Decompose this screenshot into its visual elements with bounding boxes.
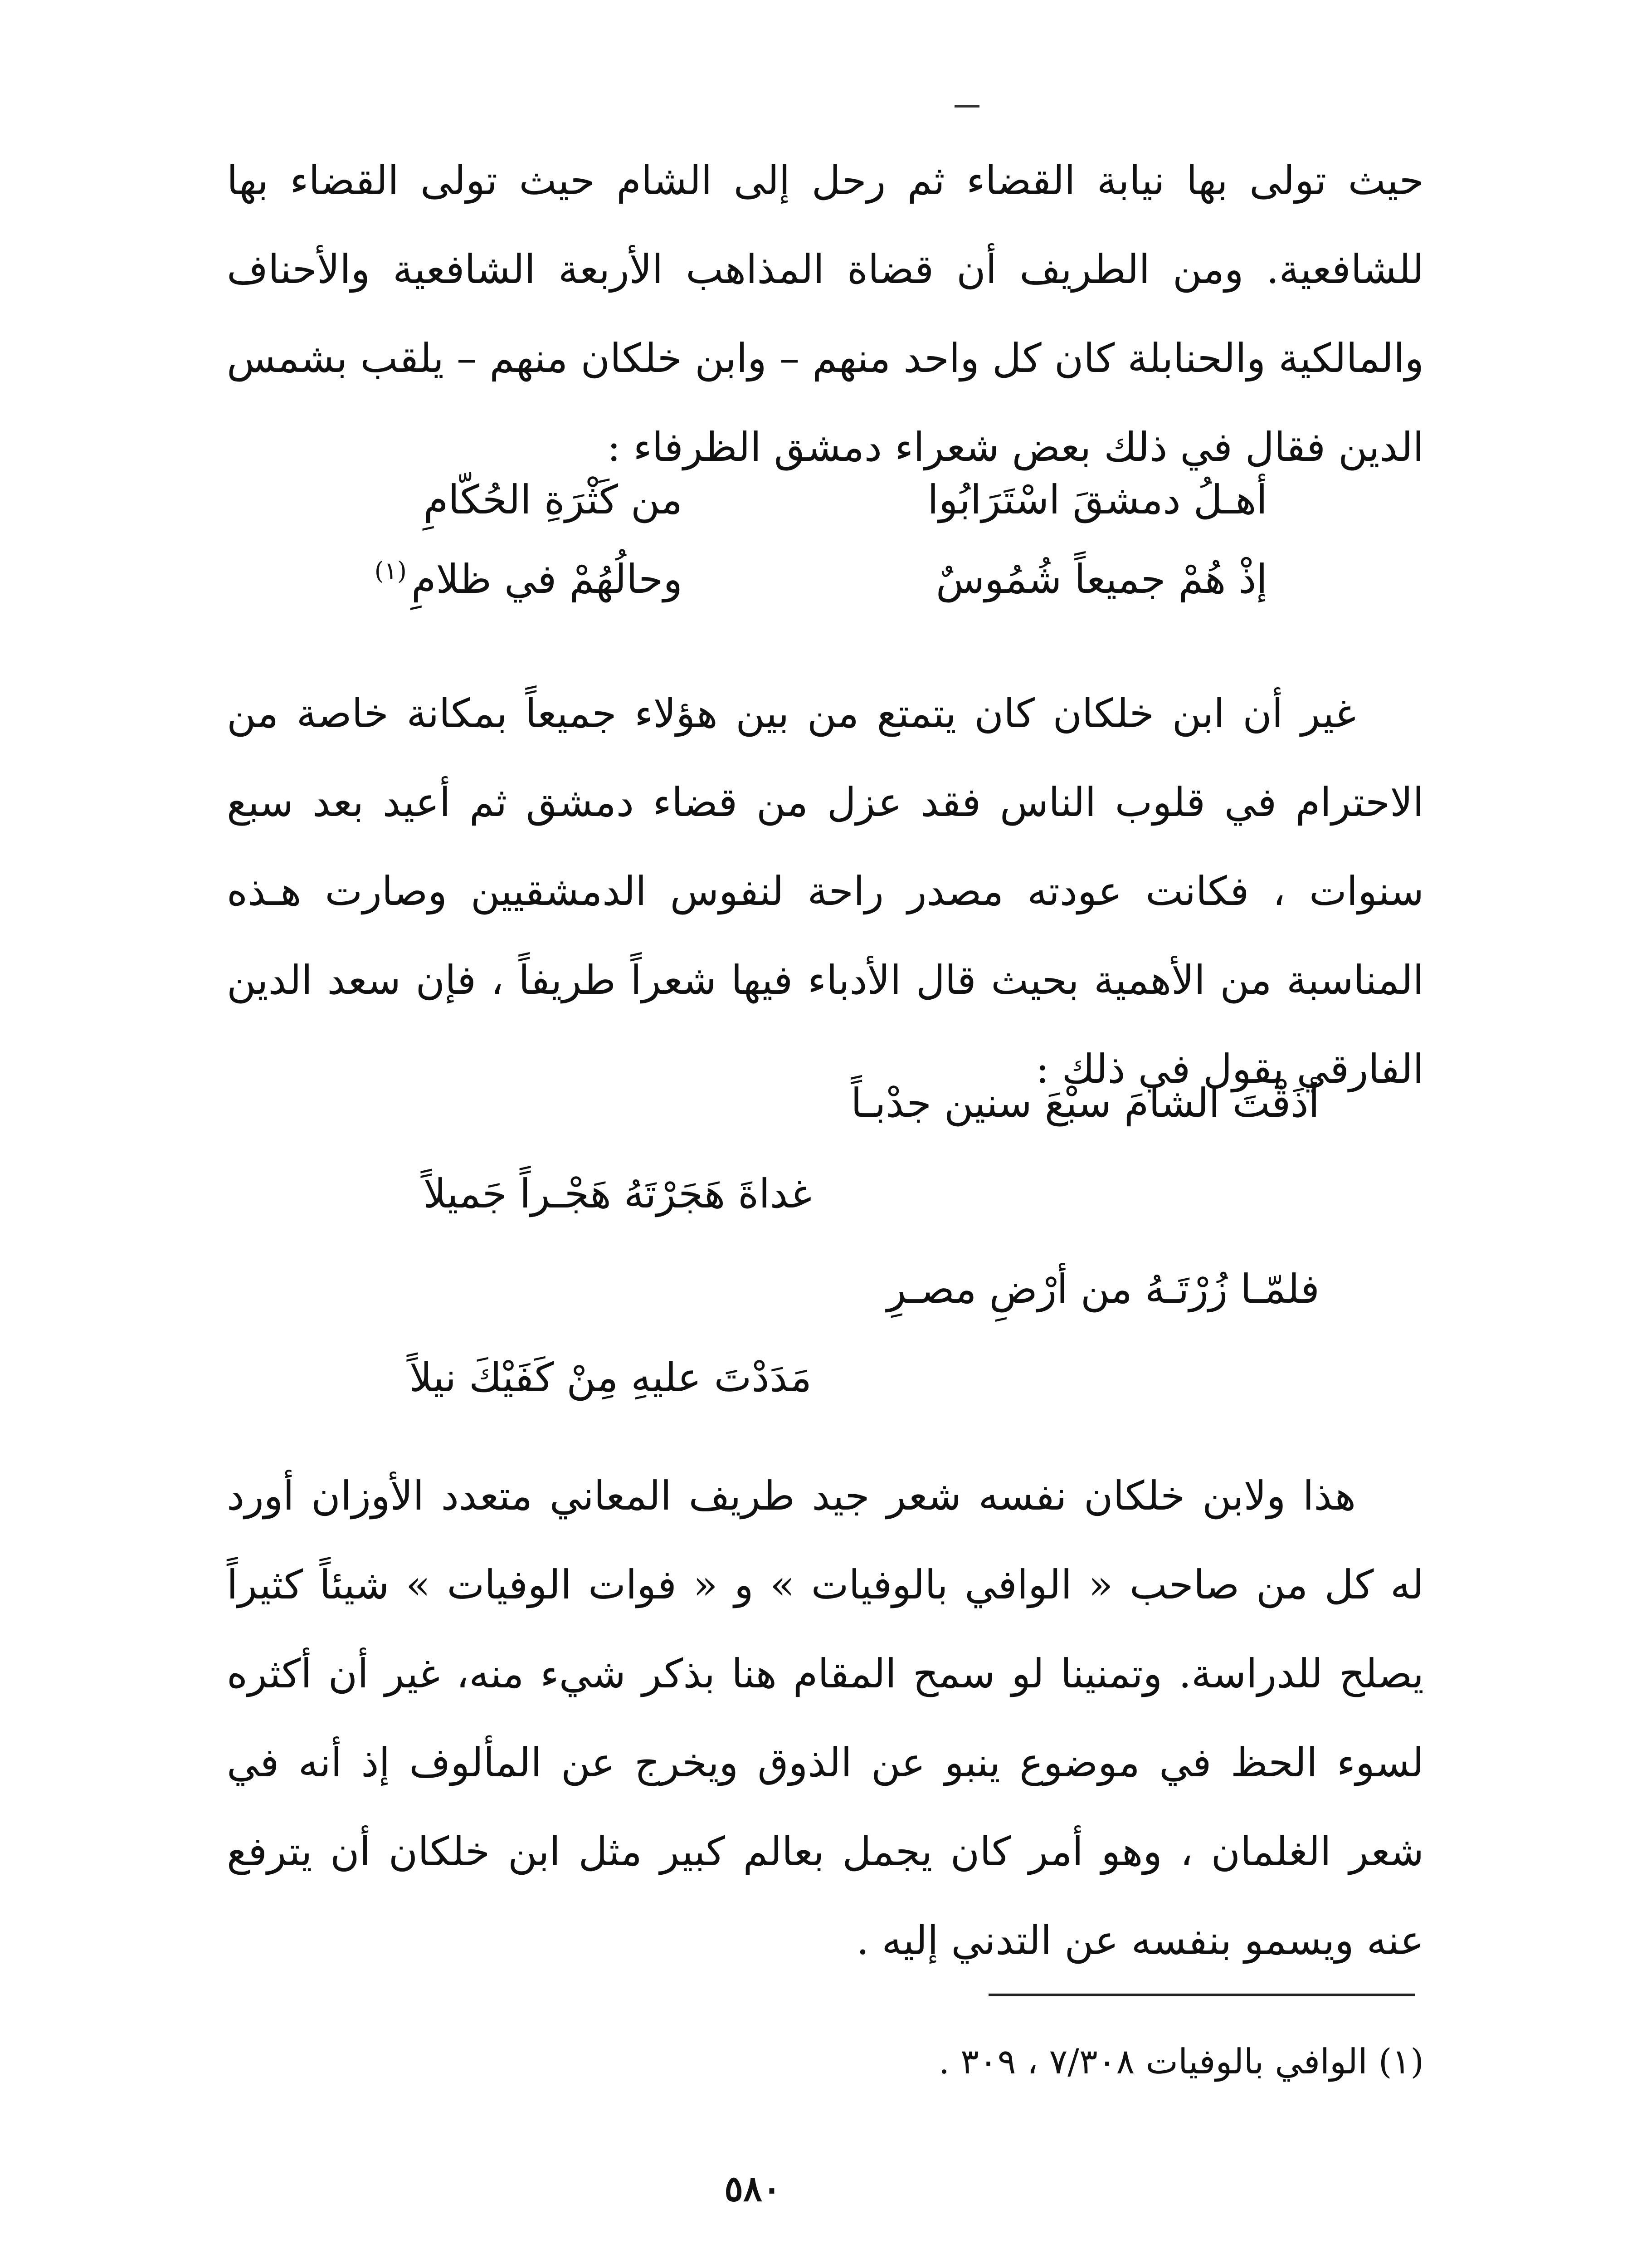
verse-2-line-3: فلمّـا زُرْتَـهُ من أرْضِ مصـرِ <box>887 1266 1320 1312</box>
verse-2-line-2: غداةَ هَجَرْتَهُ هَجْـراً جَميلاً <box>423 1170 812 1217</box>
footnote-divider <box>989 1994 1415 1996</box>
page-number: ٥٨٠ <box>724 2168 781 2209</box>
paragraph-2: غير أن ابن خلكان كان يتمتع من بين هؤلاء جميعاً بمكانة خاصة من الاحترام في قلوب الناس فقد عزل من قضاء دمشق ثم أعيد بعد سبع سنوات ، فكانت عودته مصدر راحة لنفوس الدمشقيين وصارت هـذه المناسبة من الأهمية بحيث قال الأدباء فيها شعراً طريفاً ، فإن سعد الدين الفارقي يقول في ذلك : <box>227 690 1424 1092</box>
paragraph-block-1 <box>227 136 1424 492</box>
verse-2-line-1: أذَقْتَ الشامَ سبْعَ سنين جدْبـاً <box>851 1080 1320 1126</box>
footnote-marker: (١) <box>374 556 407 585</box>
verse-1-line-1-second-hemistich: من كَثْرَةِ الحُكّامِ <box>423 476 682 523</box>
verse-1-line-2-second-hemistich-text: وحالُهُمْ في ظلامِ <box>411 556 682 602</box>
verse-1-line-2-first-hemistich: إذْ هُمْ جميعاً شُمُوسٌ <box>935 556 1267 602</box>
verse-couplet-1 <box>0 476 1637 612</box>
paragraph-block-2 <box>227 669 1424 1114</box>
verse-1-line-1-first-hemistich: أهـلُ دمشقَ اسْتَرَابُوا <box>927 476 1267 523</box>
paragraph-block-3 <box>227 1452 1424 1985</box>
verse-2-line-4: مَدَدْتَ عليهِ مِنْ كَفَيْكَ نيلاً <box>409 1354 812 1401</box>
verse-1-line-2-second-hemistich <box>375 556 682 602</box>
footnote: (١) الوافي بالوفيات ٧/٣٠٨ ، ٣٠٩ . <box>938 2041 1424 2082</box>
paragraph-3: هذا ولابن خلكان نفسه شعر جيد طريف المعاني متعدد الأوزان أورد له كل من صاحب « الوافي بالوفيات » و « فوات الوفيات » شيئاً كثيراً يصلح للدراسة. وتمنينا لو سمح المقام هنا بذكر شيء منه، غير أن أكثره لسوء الحظ في موضوع ينبو عن الذوق ويخرج عن المألوف إذ أنه في شعر الغلمان ، وهو أمر كان يجمل بعالم كبير مثل ابن خلكان أن يترفع عنه ويسمو بنفسه عن التدني إليه . <box>227 1472 1424 1964</box>
paragraph-1: حيث تولى بها نيابة القضاء ثم رحل إلى الشام حيث تولى القضاء بها للشافعية. ومن الطريف أن قضاة المذاهب الأربعة الشافعية والأحناف والمالكية والحنابلة كان كل واحد منهم – وابن خلكان منهم – يلقب بشمس الدين فقال في ذلك بعض شعراء دمشق الظرفاء : <box>227 157 1424 470</box>
top-dash-mark <box>955 105 979 108</box>
